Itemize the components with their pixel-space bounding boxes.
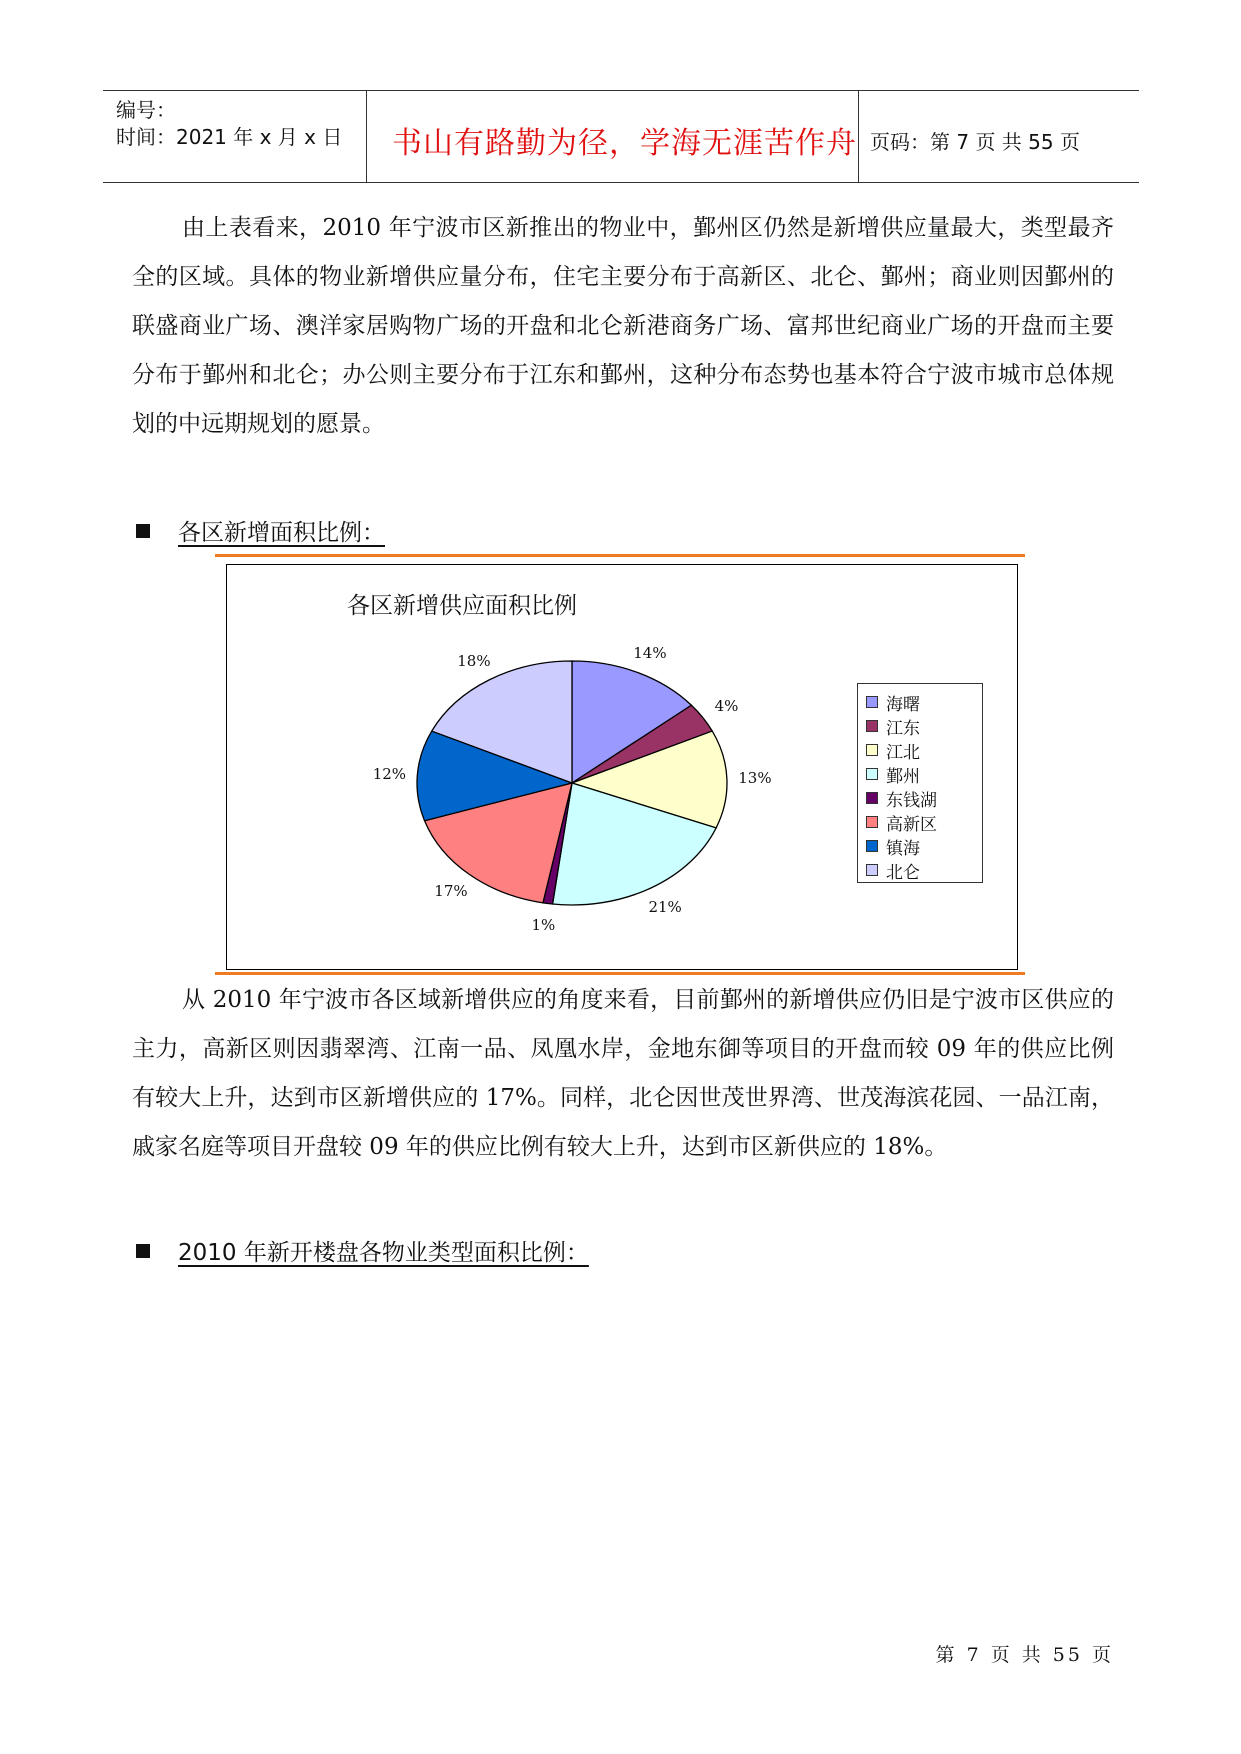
header-time-label: 时间：2021 年 x 月 x 日: [116, 125, 343, 149]
legend-item: [858, 834, 982, 858]
legend-item: [858, 690, 982, 714]
legend-label: 海曙: [886, 694, 920, 715]
pie-slice-label: 18%: [457, 652, 491, 671]
header-bottom-rule: [103, 182, 1139, 183]
legend-label: 江北: [886, 742, 920, 763]
header-number-label: 编号：: [116, 98, 176, 122]
pie-slice-label: 13%: [738, 769, 772, 788]
legend-item: [858, 738, 982, 762]
section-title: 各区新增面积比例：: [178, 520, 385, 546]
header-top-rule: [103, 90, 1139, 91]
legend-item: [858, 762, 982, 786]
legend-item: [858, 810, 982, 834]
header-divider-right: [858, 90, 859, 182]
pie-slice-label: 12%: [372, 764, 407, 783]
pie-slice-label: 1%: [531, 916, 556, 935]
legend-label: 高新区: [886, 814, 937, 835]
header-divider-left: [366, 90, 367, 182]
section-heading-area-ratio: [136, 514, 385, 547]
legend-swatch: [866, 864, 878, 876]
pie-chart-frame: [226, 564, 1018, 970]
legend-swatch: [866, 744, 878, 756]
legend-label: 鄞州: [886, 766, 920, 787]
pie-slice-label: 21%: [648, 897, 682, 916]
legend-swatch: [866, 840, 878, 852]
legend-swatch: [866, 792, 878, 804]
paragraph-intro: 由上表看来，2010 年宁波市区新推出的物业中，鄞州区仍然是新增供应量最大，类型最齐全的区域。具体的物业新增供应量分布，住宅主要分布于高新区、北仑、鄞州；商业则因鄞州的联盛商业广场、澳洋家居购物广场的开盘和北仑新港商务广场、富邦世纪商业广场的开盘而主要分布于鄞州和北仑；办公则主要分布于江东和鄞州，这种分布态势也基本符合宁波市城市总体规划的中远期规划的愿景。: [132, 215, 1114, 437]
square-bullet-icon: [136, 524, 150, 538]
header-motto: 书山有路勤为径，学海无涯苦作舟: [392, 126, 857, 161]
square-bullet-icon: [136, 1244, 150, 1258]
section-title: 2010 年新开楼盘各物业类型面积比例：: [178, 1240, 589, 1266]
legend-item: [858, 786, 982, 810]
pie-slice-label: 14%: [633, 643, 667, 662]
legend-swatch: [866, 720, 878, 732]
footer-page-number: 第 7 页 共 55 页: [935, 1644, 1114, 1666]
chart-title: 各区新增供应面积比例: [347, 593, 577, 619]
chart-legend: [857, 683, 983, 883]
pie-slice-label: 4%: [714, 696, 739, 715]
legend-label: 北仑: [886, 862, 920, 883]
legend-item: [858, 858, 982, 882]
pie-slice-label: 17%: [434, 882, 468, 901]
header-page-label: 页码：第 7 页 共 55 页: [870, 130, 1080, 154]
legend-label: 江东: [886, 718, 920, 739]
legend-swatch: [866, 816, 878, 828]
legend-label: 镇海: [886, 838, 920, 859]
legend-swatch: [866, 696, 878, 708]
orange-rule-top: [215, 554, 1025, 557]
legend-item: [858, 714, 982, 738]
section-heading-type-ratio: [136, 1234, 589, 1267]
legend-swatch: [866, 768, 878, 780]
paragraph-analysis: 从 2010 年宁波市各区域新增供应的角度来看，目前鄞州的新增供应仍旧是宁波市区供应的主力，高新区则因翡翠湾、江南一品、凤凰水岸，金地东御等项目的开盘而较 09 年的供应比例有较大上升，达到市区新增供应的 17%。同样，北仑因世茂世界湾、世茂海滨花园、一品江南，戚家名庭等项目开盘较 09 年的供应比例有较大上升，达到市区新供应的 18%。: [132, 987, 1114, 1160]
legend-label: 东钱湖: [886, 790, 937, 811]
orange-rule-bottom: [215, 972, 1025, 975]
